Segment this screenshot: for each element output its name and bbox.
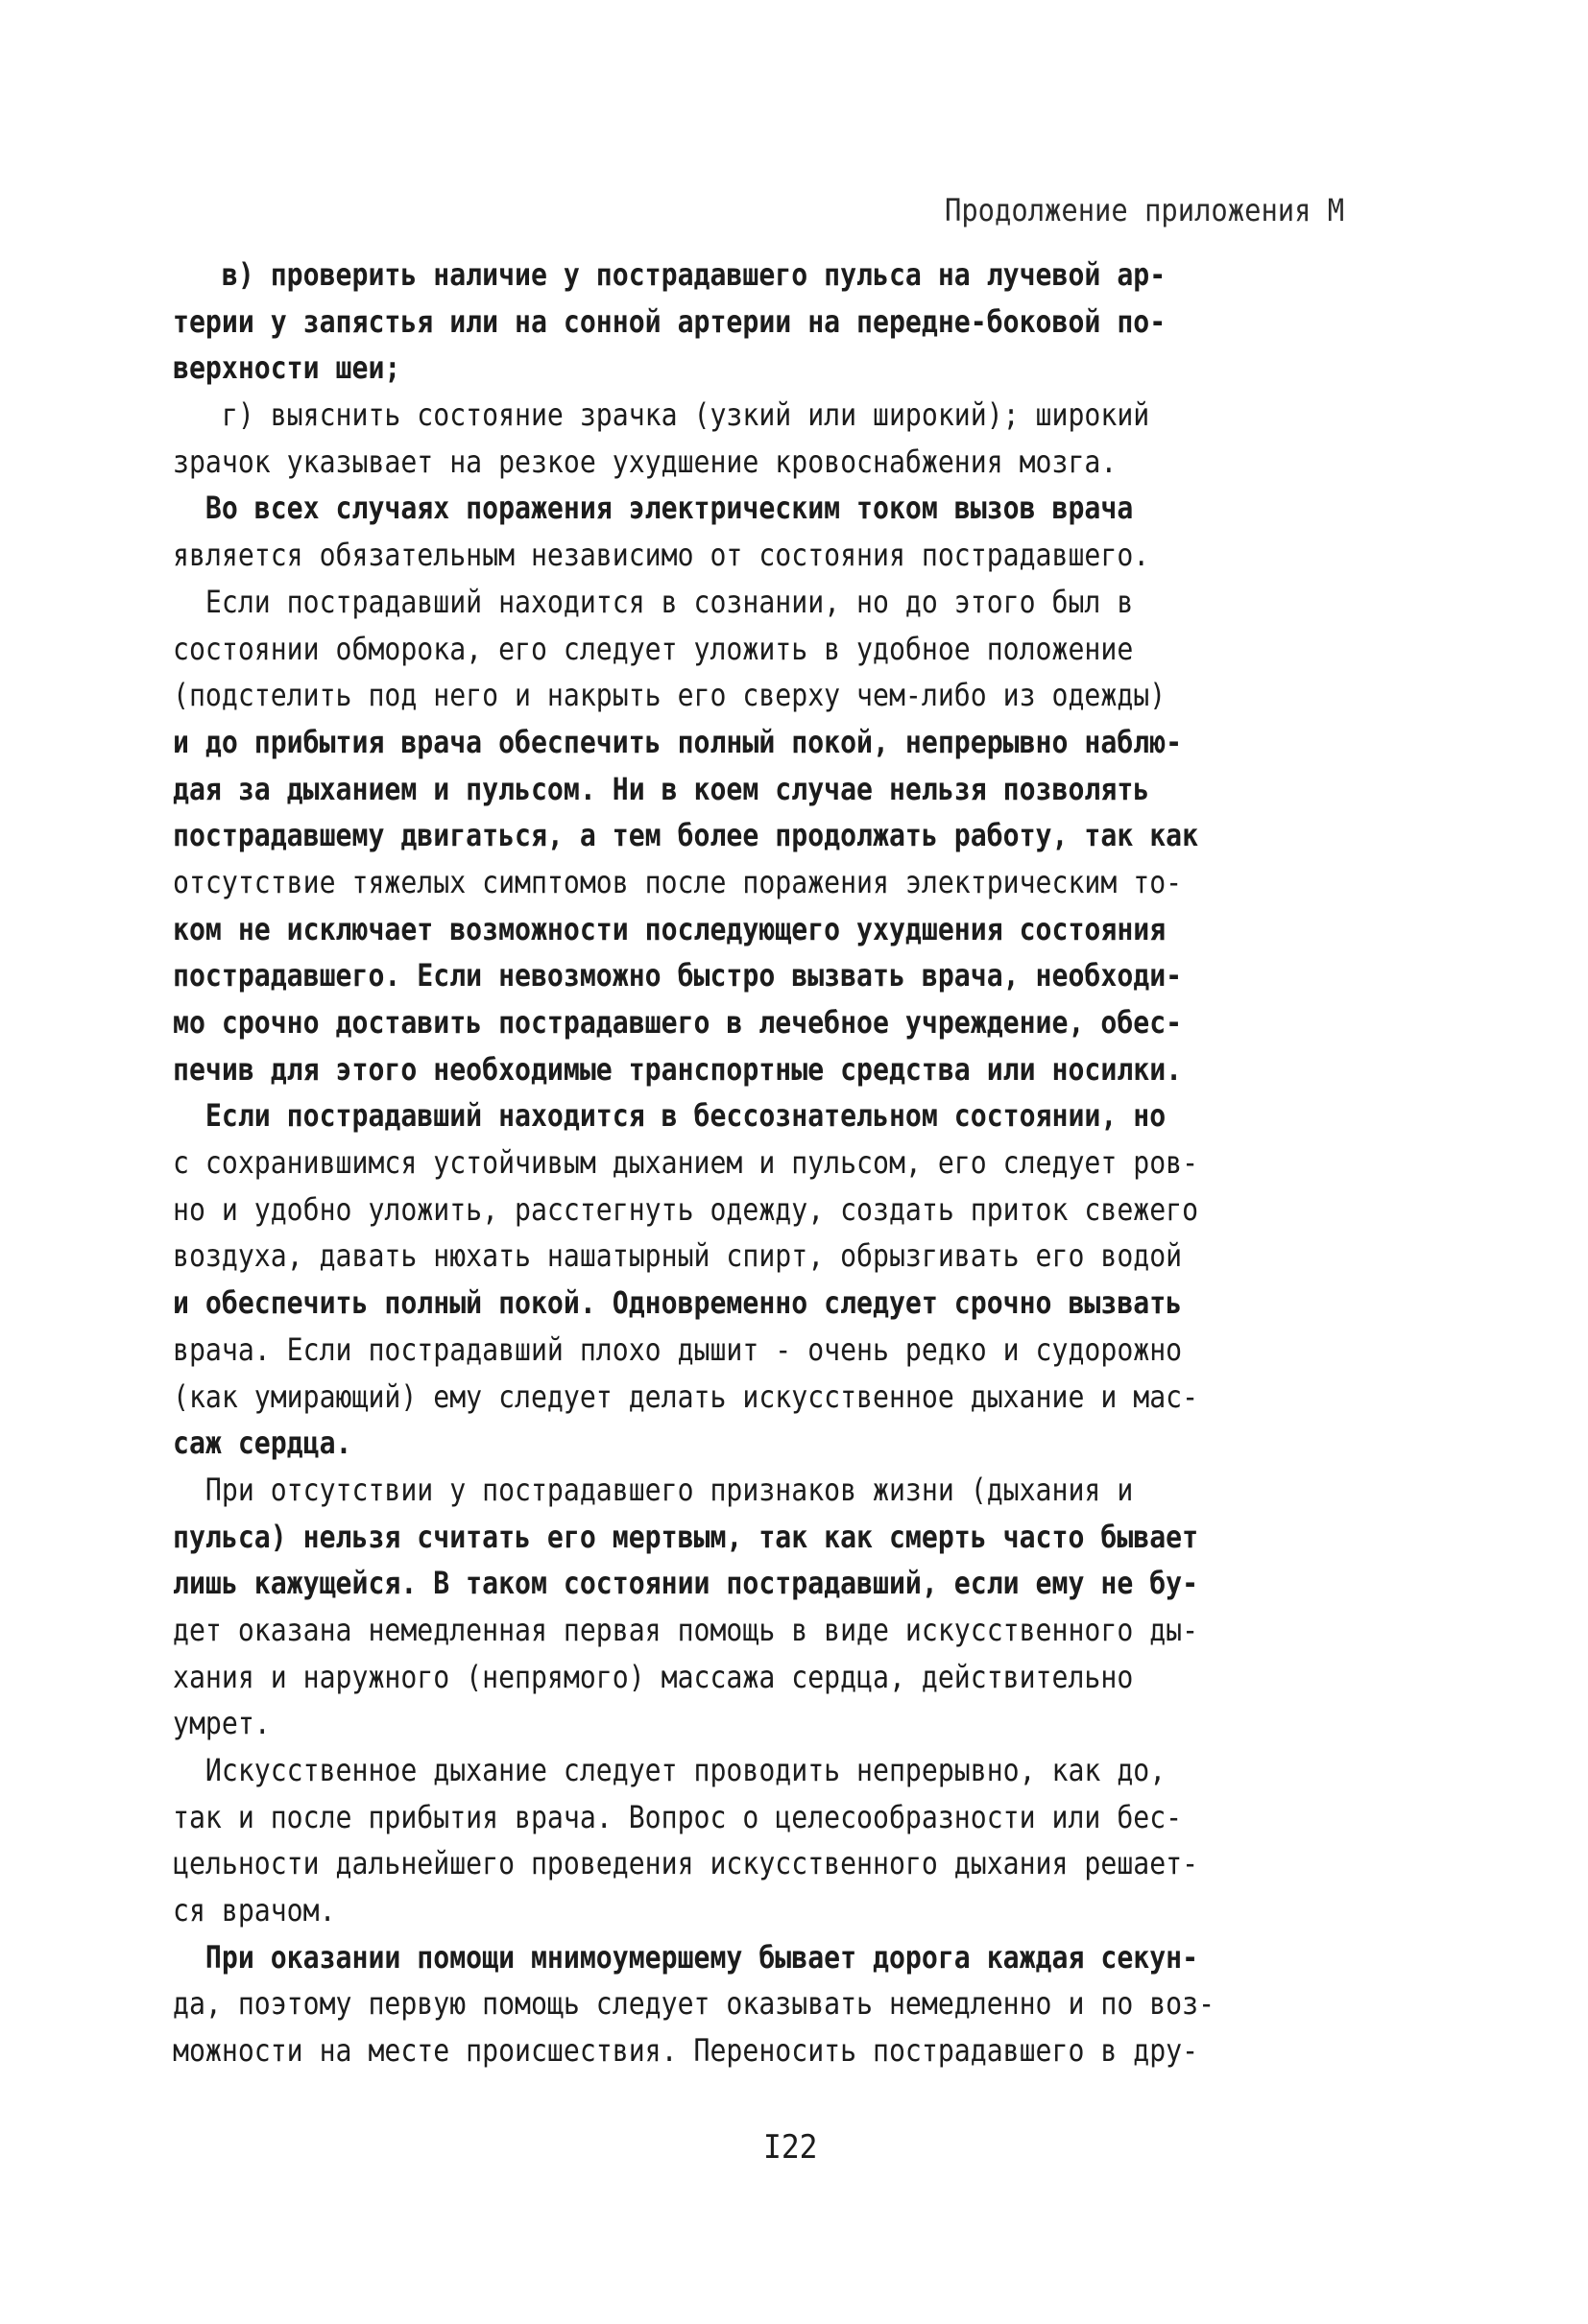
text-line: Если пострадавший находится в бессознательном состоянии, но [173, 1097, 1167, 1135]
text-line: пострадавшему двигаться, а тем более продолжать работу, так как [173, 817, 1199, 854]
text-line: можности на месте происшествия. Переносить пострадавшего в дру- [173, 2032, 1199, 2070]
text-line: При оказании помощи мнимоумершему бывает дорога каждая секун- [173, 1938, 1199, 1976]
text-line: но и удобно уложить, расстегнуть одежду, создать приток свежего [173, 1190, 1199, 1228]
text-line: терии у запястья или на сонной артерии на передне-боковой по- [173, 302, 1167, 340]
text-line: с сохранившимся устойчивым дыханием и пульсом, его следует ров- [173, 1144, 1199, 1182]
text-line: является обязательным независимо от состояния пострадавшего. [173, 537, 1150, 574]
text-line: и до прибытия врача обеспечить полный покой, непрерывно наблю- [173, 723, 1183, 760]
page-number: I22 [763, 2128, 818, 2167]
text-line: дет оказана немедленная первая помощь в виде искусственного ды- [173, 1611, 1199, 1648]
text-line: в) проверить наличие у пострадавшего пульса на лучевой ар- [173, 256, 1167, 293]
text-line: Искусственное дыхание следует проводить непрерывно, как до, [173, 1752, 1167, 1788]
text-line: При отсутствии у пострадавшего признаков жизни (дыхания и [173, 1471, 1134, 1508]
text-line: саж сердца. [173, 1425, 352, 1462]
text-line: умрет. [173, 1705, 271, 1742]
text-line: г) выяснить состояние зрачка (узкий или широкий); широкий [173, 396, 1150, 434]
body-text [173, 252, 1411, 2074]
text-line: мо срочно доставить пострадавшего в лечебное учреждение, обес- [173, 1004, 1183, 1041]
text-line: ком не исключает возможности последующего ухудшения состояния [173, 910, 1167, 947]
text-line: пострадавшего. Если невозможно быстро вызвать врача, необходи- [173, 957, 1183, 994]
text-line: Во всех случаях поражения электрическим током вызов врача [173, 490, 1134, 527]
text-line: воздуха, давать нюхать нашатырный спирт, обрызгивать его водой [173, 1237, 1183, 1275]
text-line: (подстелить под него и накрыть его сверху чем-либо из одежды) [173, 677, 1167, 714]
text-line: зрачок указывает на резкое ухудшение кровоснабжения мозга. [173, 443, 1118, 480]
text-line: пульса) нельзя считать его мертвым, так как смерть часто бывает [173, 1518, 1199, 1555]
text-line: состоянии обморока, его следует уложить в удобное положение [173, 630, 1134, 667]
text-line: врача. Если пострадавший плохо дышит - очень редко и судорожно [173, 1330, 1183, 1368]
running-header: Продолжение приложения М [945, 192, 1345, 228]
text-line: верхности шеи; [173, 349, 401, 387]
text-line: дая за дыханием и пульсом. Ни в коем случае нельзя позволять [173, 770, 1150, 807]
text-line: да, поэтому первую помощь следует оказывать немедленно и по воз- [173, 1985, 1215, 2023]
text-line: Если пострадавший находится в сознании, но до этого был в [173, 583, 1134, 620]
text-line: лишь кажущейся. В таком состоянии пострадавший, если ему не бу- [173, 1565, 1199, 1602]
text-line: отсутствие тяжелых симптомов после поражения электрическим то- [173, 863, 1183, 900]
text-line: цельности дальнейшего проведения искусственного дыхания решает- [173, 1845, 1199, 1882]
text-line: ся врачом. [173, 1892, 336, 1929]
text-line: хания и наружного (непрямого) массажа сердца, действительно [173, 1658, 1134, 1695]
text-line: печив для этого необходимые транспортные средства или носилки. [173, 1050, 1183, 1088]
text-line: и обеспечить полный покой. Одновременно следует срочно вызвать [173, 1284, 1183, 1322]
text-line: так и после прибытия врача. Вопрос о целесообразности или бес- [173, 1798, 1183, 1835]
text-line: (как умирающий) ему следует делать искусственное дыхание и мас- [173, 1378, 1199, 1415]
